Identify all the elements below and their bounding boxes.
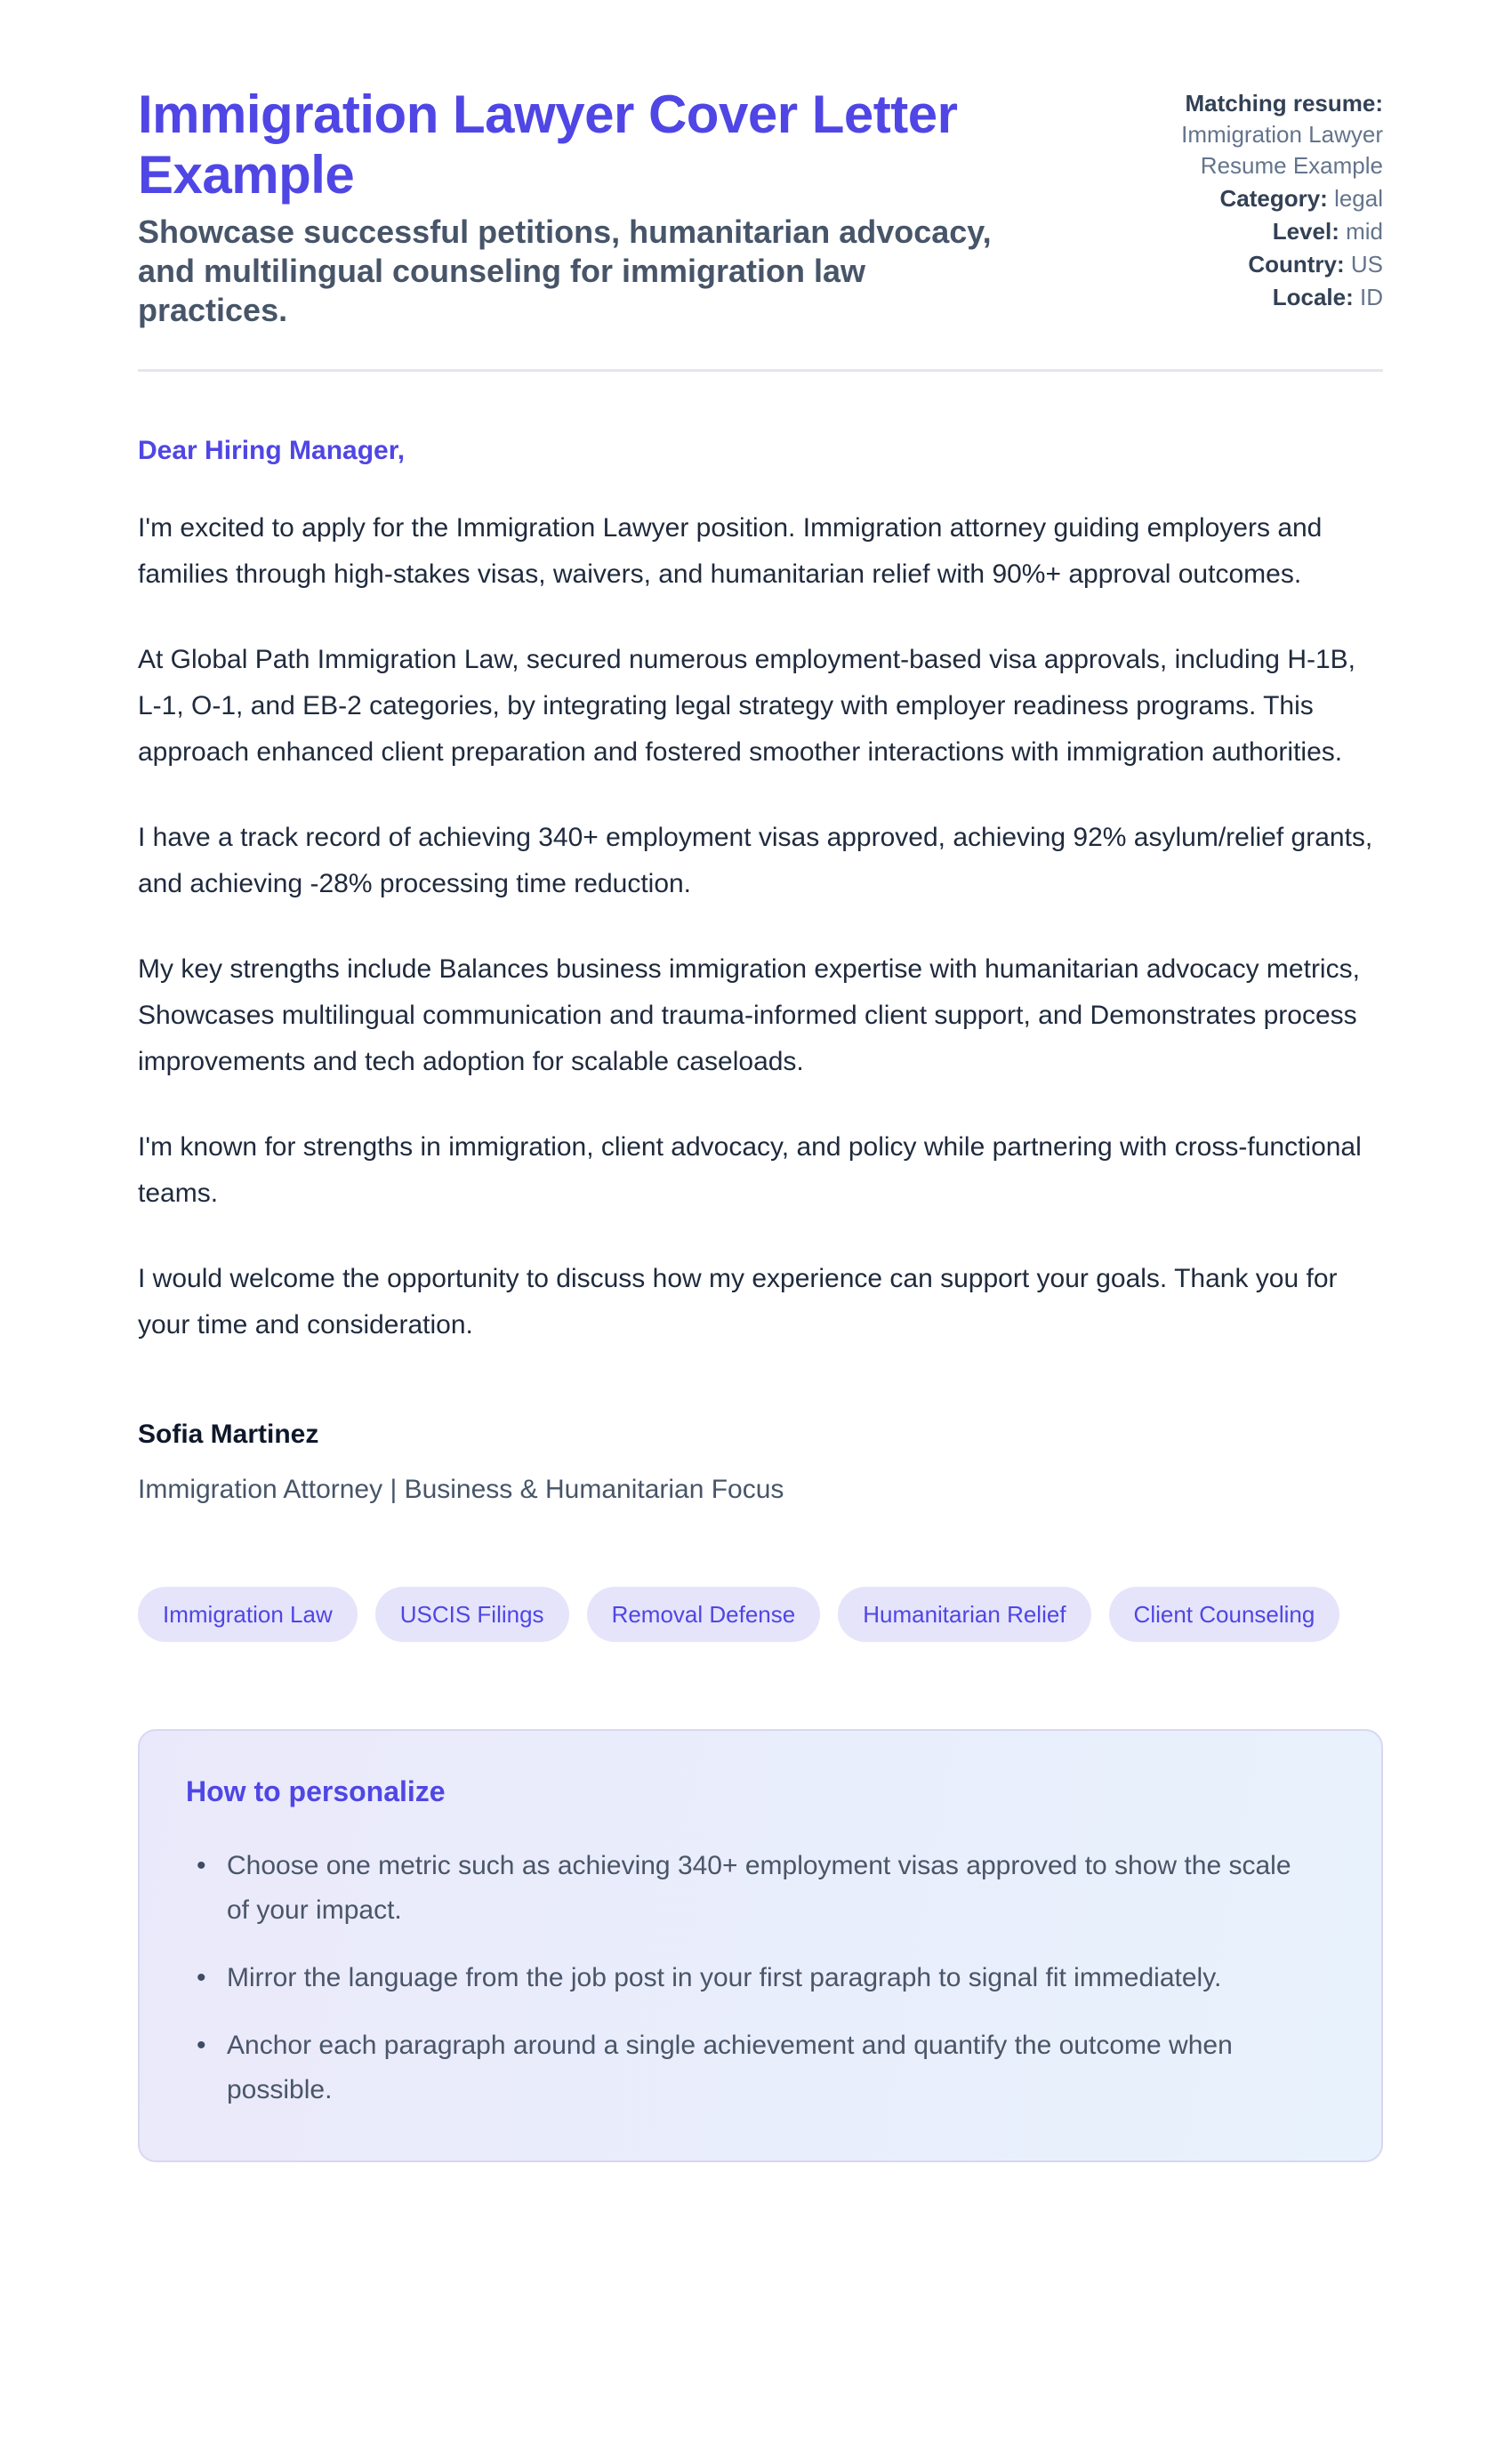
cover-letter-page [138,0,1383,2162]
tip-item: • Choose one metric such as achieving 340+ employment visas approved to show the scale of your impact. [186,1844,1315,1933]
level-label: Level: [1272,218,1339,245]
letter-paragraph: My key strengths include Balances business immigration expertise with humanitarian advocacy metrics, Showcases multilingual communication and trauma-informed client support, and Demonstrates process improvements and tech adoption for scalable caseloads. [138,954,1360,1076]
locale-label: Locale: [1272,284,1354,310]
tags-row [138,1587,1383,1642]
how-to-personalize-box [138,1729,1383,2162]
tag-humanitarian-relief[interactable]: Humanitarian Relief [838,1587,1090,1642]
signature-title: Immigration Attorney | Business & Humanitarian Focus [138,1475,784,1504]
meta-level [1009,216,1383,247]
tag-removal-defense[interactable]: Removal Defense [587,1587,821,1642]
level-value: mid [1346,218,1383,245]
matching-resume-value: Immigration Lawyer Resume Example [1181,121,1383,179]
tip-item: • Mirror the language from the job post in your first paragraph to signal fit immediately. [186,1956,1315,2000]
matching-resume-label: Matching resume: [1185,90,1383,117]
country-value: US [1350,251,1383,278]
page-subtitle: Showcase successful petitions, humanitarian advocacy, and multilingual counseling for immigration law practices. [138,213,992,328]
country-label: Country: [1248,251,1345,278]
meta-block [1009,84,1383,313]
meta-country [1009,249,1383,280]
title-block [138,84,1009,330]
letter-paragraph: At Global Path Immigration Law, secured numerous employment-based visa approvals, including H-1B, L-1, O-1, and EB-2 categories, by integrating legal strategy with employer readiness programs. This approach enhanced client preparation and fostered smoother interactions with immigration authorities. [138,645,1356,767]
meta-locale [1009,282,1383,313]
letter-paragraph: I have a track record of achieving 340+ employment visas approved, achieving 92% asylum/relief grants, and achieving -28% processing time reduction. [138,823,1373,898]
tip-item: • Anchor each paragraph around a single achievement and quantify the outcome when possible. [186,2024,1315,2112]
tips-list [186,1844,1335,2112]
signature-name: Sofia Martinez [138,1420,319,1449]
letter-paragraph: I would welcome the opportunity to discuss how my experience can support your goals. Thank you for your time and consideration. [138,1264,1338,1340]
header-divider [138,369,1383,372]
tag-immigration-law[interactable]: Immigration Law [138,1587,358,1642]
locale-value: ID [1360,284,1383,310]
letter-paragraph: I'm excited to apply for the Immigration Lawyer position. Immigration attorney guiding employers and families through high-stakes visas, waivers, and humanitarian relief with 90%+ approval outcomes. [138,513,1323,589]
category-value: legal [1334,185,1383,212]
page-title: Immigration Lawyer Cover Letter Example [138,84,958,205]
letter-greeting: Dear Hiring Manager, [138,436,406,465]
tag-client-counseling[interactable]: Client Counseling [1109,1587,1340,1642]
tips-heading: How to personalize [186,1775,446,1807]
page-header [138,84,1383,330]
category-label: Category: [1219,185,1328,212]
tag-uscis-filings[interactable]: USCIS Filings [375,1587,569,1642]
meta-category [1009,183,1383,214]
letter-body [138,436,1383,1505]
letter-paragraph: I'm known for strengths in immigration, client advocacy, and policy while partnering with cross-functional teams. [138,1132,1362,1208]
